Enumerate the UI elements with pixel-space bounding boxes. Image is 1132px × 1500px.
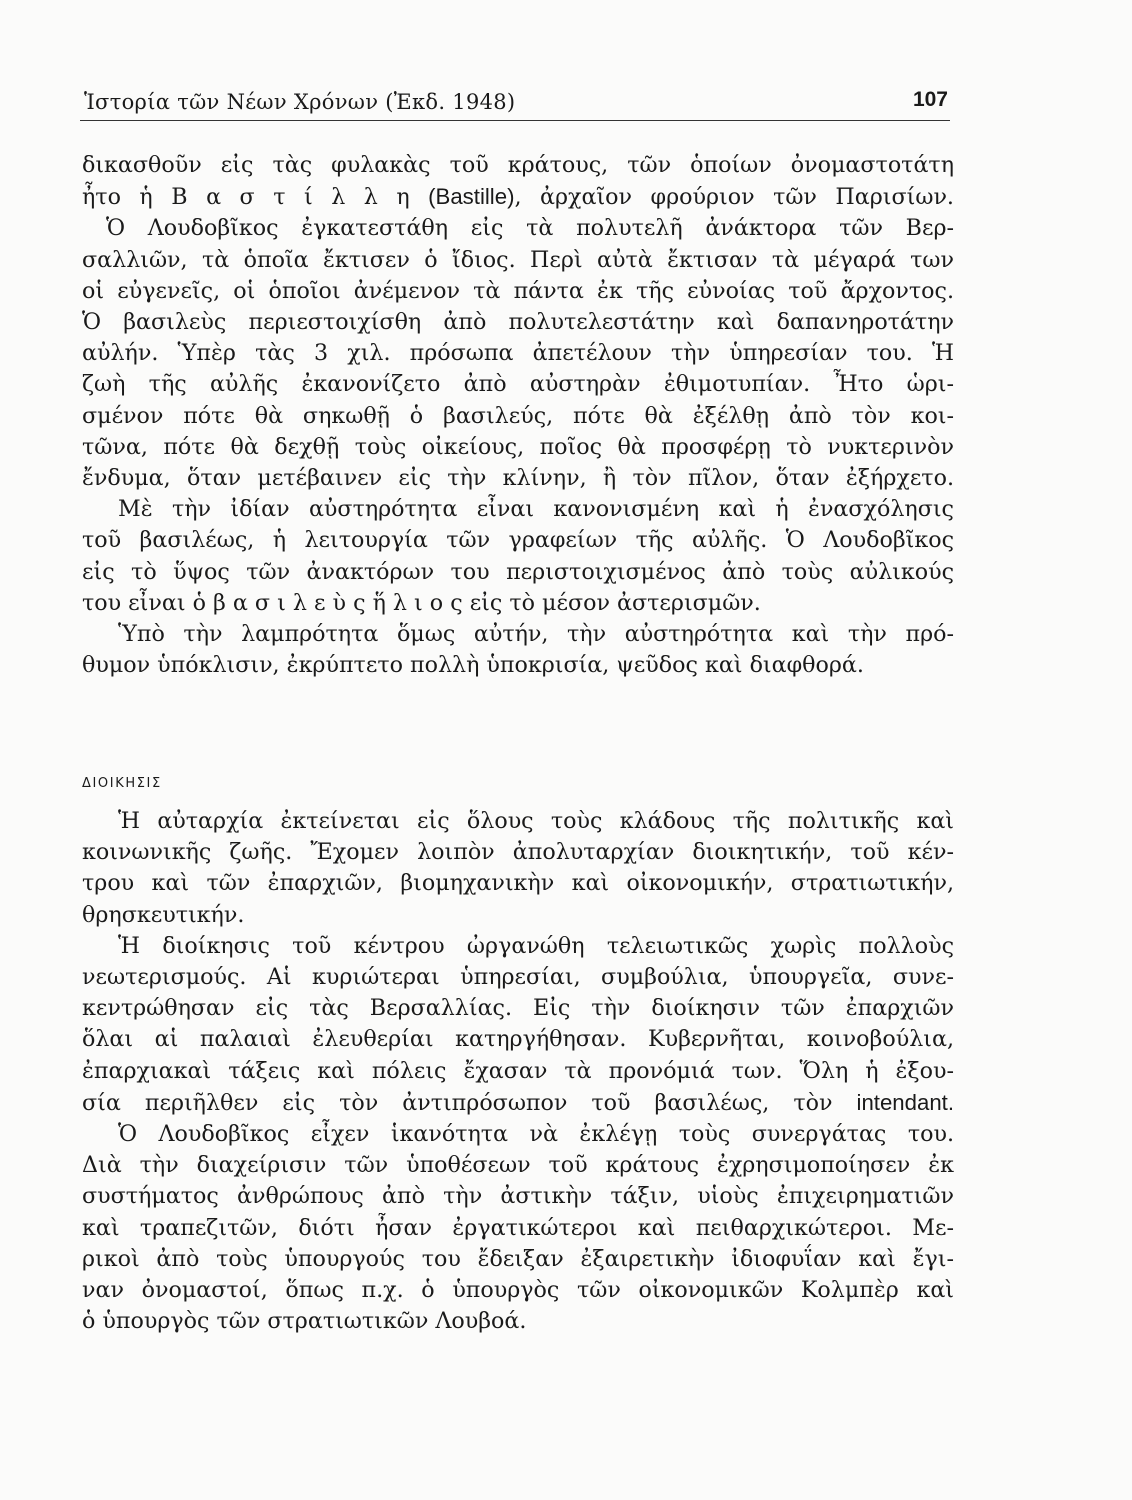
spaced-term: Β α σ τ ί λ λ η <box>171 184 410 211</box>
text-line: ζωὴ τῆς αὐλῆς ἐκανονίζετο ἀπὸ αὐστηρὰν ἐθιμοτυπίαν. Ἦτο ὡρι- <box>82 371 954 398</box>
text-line: ναν ὀνομαστοί, ὅπως π.χ. ὁ ὑπουργὸς τῶν οἰκονομικῶν Κολμπὲρ καὶ <box>82 1277 954 1304</box>
text-line: Ὁ Λουδοβῖκος ἐγκατεστάθη εἰς τὰ πολυτελῆ ἀνάκτορα τῶν Βερ- <box>106 215 954 242</box>
running-title: Ἱστορία τῶν Νέων Χρόνων (Ἐκδ. 1948) <box>84 90 516 114</box>
text-line: Μὲ τὴν ἰδίαν αὐστηρότητα εἶναι κανονισμένη καὶ ἡ ἐνασχόλησις <box>118 496 954 523</box>
text-line: ὁ ὑπουργὸς τῶν στρατιωτικῶν Λουβοά. <box>82 1308 527 1335</box>
text-line: σμένον πότε θὰ σηκωθῇ ὁ βασιλεύς, πότε θὰ ἐξέλθῃ ἀπὸ τὸν κοι- <box>82 402 954 429</box>
text-line <box>82 588 954 619</box>
spaced-term: β α σ ι λ ε ὺ ς ἥ λ ι ο ς <box>213 589 463 616</box>
text-line: ἔνδυμα, ὅταν μετέβαινεν εἰς τὴν κλίνην, ἢ τὸν πῖλον, ὅταν ἐξήρχετο. <box>82 465 954 492</box>
text-line: τρου καὶ τῶν ἐπαρχιῶν, βιομηχανικὴν καὶ οἰκονομικήν, στρατιωτικήν, <box>82 870 954 897</box>
text-line: κεντρώθησαν εἰς τὰς Βερσαλλίας. Εἰς τὴν διοίκησιν τῶν ἐπαρχιῶν <box>82 995 954 1022</box>
text-line: δικασθοῦν εἰς τὰς φυλακὰς τοῦ κράτους, τῶν ὁποίων ὀνομαστοτάτη <box>82 152 954 178</box>
section-heading: ΔΙΟΙΚΗΣΙΣ <box>82 776 162 791</box>
text-line: θρησκευτικήν. <box>82 901 245 928</box>
text-line: Ὁ Λουδοβῖκος εἶχεν ἱκανότητα νὰ ἐκλέγῃ τοὺς συνεργάτας του. <box>118 1121 954 1148</box>
section-body-intro <box>82 150 954 681</box>
text-line: Ἡ διοίκησις τοῦ κέντρου ὠργανώθη τελειωτικῶς χωρὶς πολλοὺς <box>118 932 954 959</box>
text-line: εἰς τὸ ὕψος τῶν ἀνακτόρων του περιστοιχισμένος ἀπὸ τοὺς αὐλικούς <box>82 558 954 585</box>
text-line: ἐπαρχιακαὶ τάξεις καὶ πόλεις ἔχασαν τὰ προνόμιά των. Ὅλη ἡ ἐξου- <box>82 1057 954 1084</box>
text-line: νεωτερισμούς. Αἱ κυριώτεραι ὑπηρεσίαι, συμβούλια, ὑπουργεῖα, συνε- <box>82 964 954 991</box>
text-line: καὶ τραπεζιτῶν, διότι ἦσαν ἐργατικώτεροι καὶ πειθαρχικώτεροι. Με- <box>82 1214 954 1241</box>
text-line: Ἡ αὐταρχία ἐκτείνεται εἰς ὅλους τοὺς κλάδους τῆς πολιτικῆς καὶ <box>118 808 954 834</box>
text-line: κοινωνικῆς ζωῆς. Ἔχομεν λοιπὸν ἀπολυταρχίαν διοικητικήν, τοῦ κέν- <box>82 839 954 866</box>
page-header <box>80 86 950 121</box>
text-line: σαλλιῶν, τὰ ὁποῖα ἔκτισεν ὁ ἴδιος. Περὶ αὐτὰ ἔκτισαν τὰ μέγαρά των <box>82 246 954 273</box>
text-run: του εἶναι ὁ <box>82 589 206 616</box>
text-run: ἦτο ἡ <box>82 184 153 211</box>
text-line: Ὁ βασιλεὺς περιεστοιχίσθη ἀπὸ πολυτελεστάτην καὶ δαπανηροτάτην <box>82 309 954 336</box>
text-line <box>82 1087 954 1119</box>
text-line: Ὑπὸ τὴν λαμπρότητα ὅμως αὐτήν, τὴν αὐστηρότητα καὶ τὴν πρό- <box>118 621 954 648</box>
section-body-administration <box>82 806 954 1337</box>
text-line <box>82 181 954 213</box>
text-line: Διὰ τὴν διαχείρισιν τῶν ὑποθέσεων τοῦ κράτους ἐχρησιμοποίησεν ἐκ <box>82 1152 954 1179</box>
text-line: τοῦ βασιλέως, ἡ λειτουργία τῶν γραφείων τῆς αὐλῆς. Ὁ Λουδοβῖκος <box>82 527 954 554</box>
text-run: εἰς τὸ μέσον ἀστερισμῶν. <box>469 589 761 616</box>
page-number: 107 <box>912 88 948 111</box>
text-line: ρικοὶ ἀπὸ τοὺς ὑπουργούς του ἔδειξαν ἐξαιρετικὴν ἰδιοφυΐαν καὶ ἔγι- <box>82 1245 954 1272</box>
text-line: οἱ εὐγενεῖς, οἱ ὁποῖοι ἀνέμενον τὰ πάντα ἐκ τῆς εὐνοίας τοῦ ἄρχοντος. <box>82 277 954 304</box>
latin-term: (Bastille) <box>428 184 515 210</box>
text-line: ὅλαι αἱ παλαιαὶ ἐλευθερίαι κατηργήθησαν. Κυβερνῆται, κοινοβούλια, <box>82 1026 954 1053</box>
text-run: , ἀρχαῖον φρούριον τῶν Παρισίων. <box>514 184 954 211</box>
latin-term: intendant. <box>856 1089 954 1115</box>
text-line: αὐλήν. Ὑπὲρ τὰς 3 χιλ. πρόσωπα ἀπετέλουν τὴν ὑπηρεσίαν του. Ἡ <box>82 340 954 367</box>
text-line: θυμον ὑπόκλισιν, ἐκρύπτετο πολλὴ ὑποκρισία, ψεῦδος καὶ διαφθορά. <box>82 652 864 679</box>
text-line: τῶνα, πότε θὰ δεχθῇ τοὺς οἰκείους, ποῖος θὰ προσφέρῃ τὸ νυκτερινὸν <box>82 433 954 460</box>
text-line: συστήματος ἀνθρώπους ἀπὸ τὴν ἀστικὴν τάξιν, υἱοὺς ἐπιχειρηματιῶν <box>82 1183 954 1210</box>
text-run: σία περιῆλθεν εἰς τὸν ἀντιπρόσωπον τοῦ βασιλέως, τὸν <box>82 1089 833 1116</box>
